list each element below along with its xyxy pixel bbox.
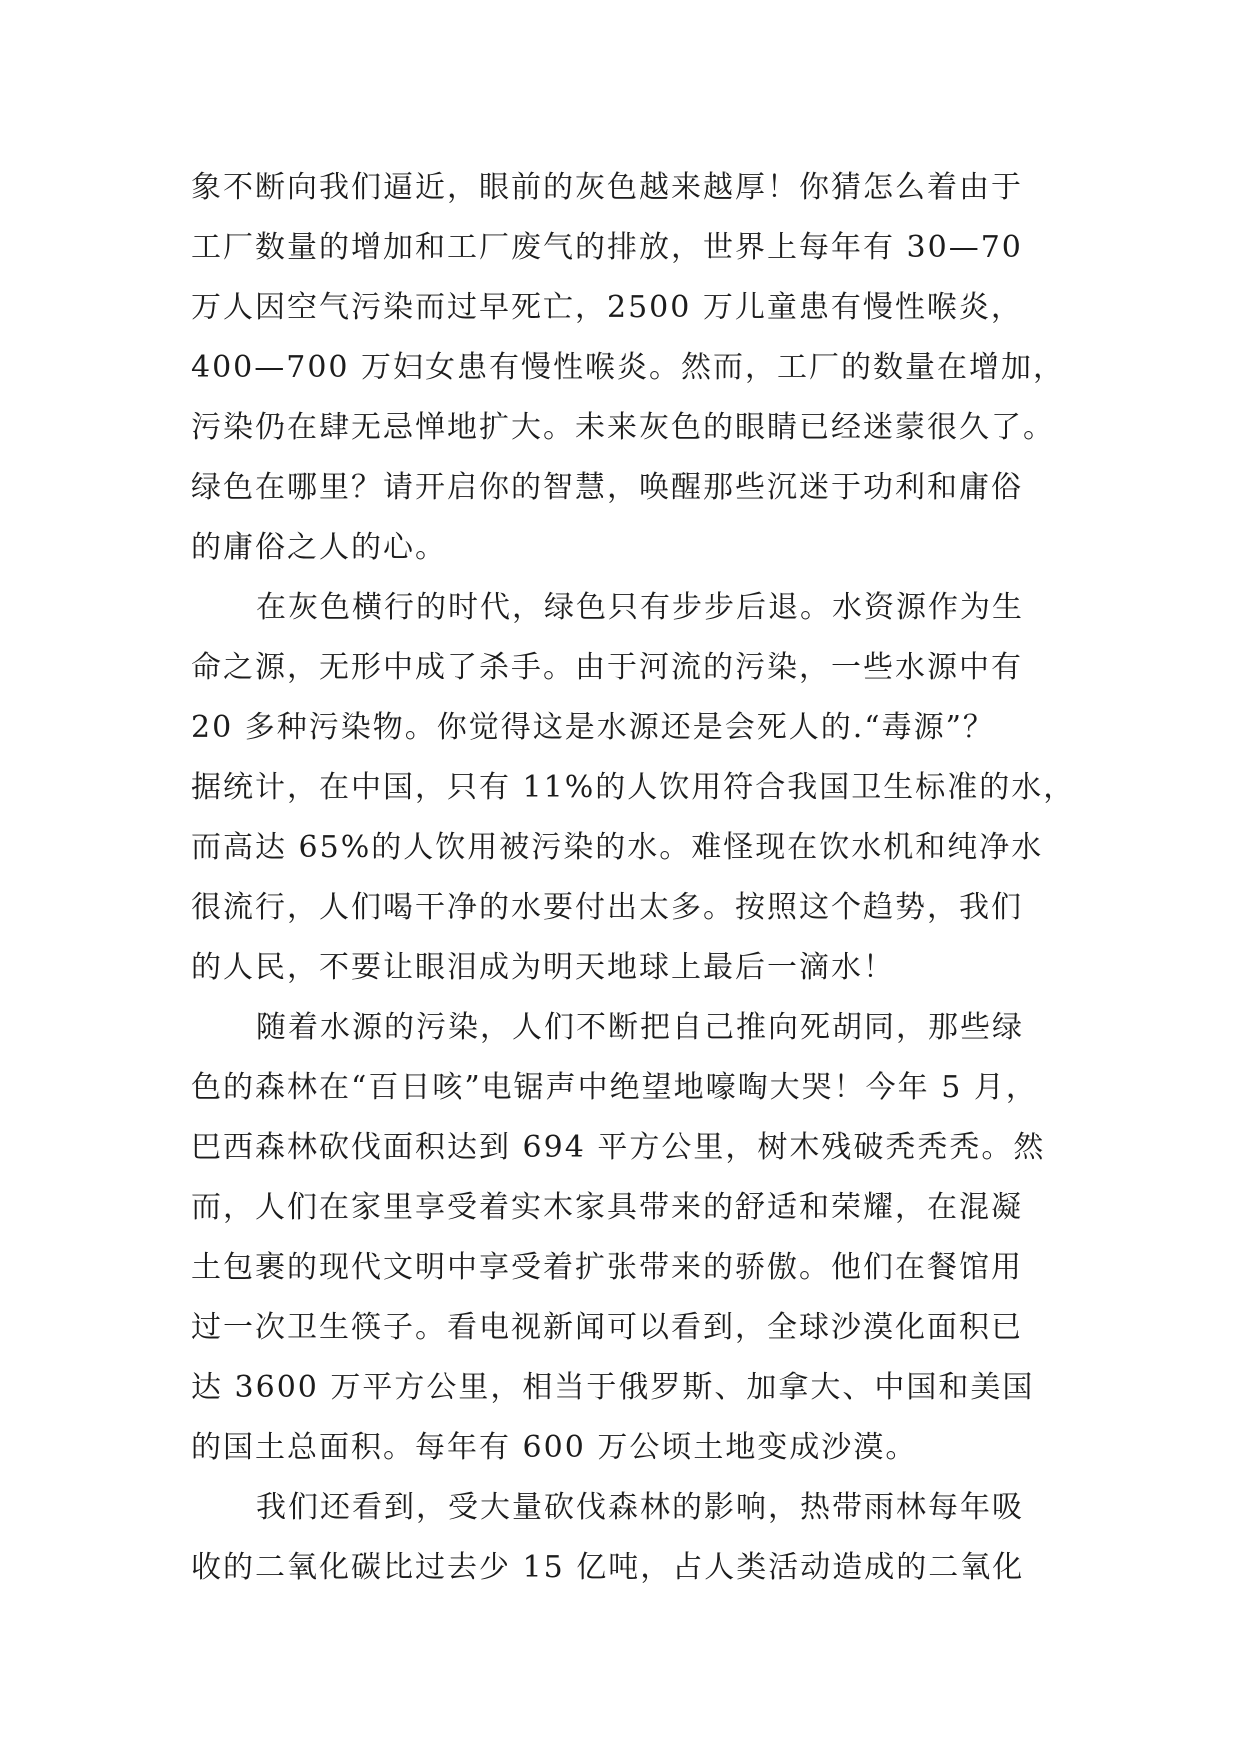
text-line: 随着水源的污染，人们不断把自己推向死胡同，那些绿 <box>256 1010 1024 1045</box>
text-line: 绿色在哪里？请开启你的智慧，唤醒那些沉迷于功利和庸俗 <box>191 470 1023 505</box>
text-line: 的人民，不要让眼泪成为明天地球上最后一滴水！ <box>191 950 895 985</box>
text-line: 万人因空气污染而过早死亡，2500 万儿童患有慢性喉炎， <box>191 290 1023 325</box>
text-line: 400—700 万妇女患有慢性喉炎。然而，工厂的数量在增加， <box>191 350 1066 385</box>
text-line: 据统计，在中国，只有 11%的人饮用符合我国卫生标准的水， <box>191 770 1076 805</box>
text-line: 巴西森林砍伐面积达到 694 平方公里，树木残破秃秃秃。然 <box>191 1130 1046 1165</box>
text-line: 达 3600 万平方公里，相当于俄罗斯、加拿大、中国和美国 <box>191 1370 1035 1405</box>
text-line: 象不断向我们逼近，眼前的灰色越来越厚！你猜怎么着由于 <box>191 170 1023 205</box>
text-line: 20 多种污染物。你觉得这是水源还是会死人的.“毒源”？ <box>191 710 995 745</box>
text-line: 在灰色横行的时代，绿色只有步步后退。水资源作为生 <box>256 590 1024 625</box>
text-line: 土包裹的现代文明中享受着扩张带来的骄傲。他们在餐馆用 <box>191 1250 1023 1285</box>
text-line: 命之源，无形中成了杀手。由于河流的污染，一些水源中有 <box>191 650 1023 685</box>
text-line: 收的二氧化碳比过去少 15 亿吨，占人类活动造成的二氧化 <box>191 1550 1025 1585</box>
text-line: 的国土总面积。每年有 600 万公顷土地变成沙漠。 <box>191 1430 918 1465</box>
text-line: 很流行，人们喝干净的水要付出太多。按照这个趋势，我们 <box>191 890 1023 925</box>
text-line: 的庸俗之人的心。 <box>191 530 447 565</box>
text-line: 而，人们在家里享受着实木家具带来的舒适和荣耀，在混凝 <box>191 1190 1023 1225</box>
text-line: 而高达 65%的人饮用被污染的水。难怪现在饮水机和纯净水 <box>191 830 1044 865</box>
text-line: 我们还看到，受大量砍伐森林的影响，热带雨林每年吸 <box>256 1490 1024 1525</box>
text-line: 过一次卫生筷子。看电视新闻可以看到，全球沙漠化面积已 <box>191 1310 1023 1345</box>
text-line: 色的森林在“百日咳”电锯声中绝望地嚎啕大哭！今年 5 月， <box>191 1070 1038 1105</box>
text-line: 污染仍在肆无忌惮地扩大。未来灰色的眼睛已经迷蒙很久了。 <box>191 410 1055 445</box>
body-text <box>191 158 1076 1598</box>
text-line: 工厂数量的增加和工厂废气的排放，世界上每年有 30—70 <box>191 230 1023 265</box>
